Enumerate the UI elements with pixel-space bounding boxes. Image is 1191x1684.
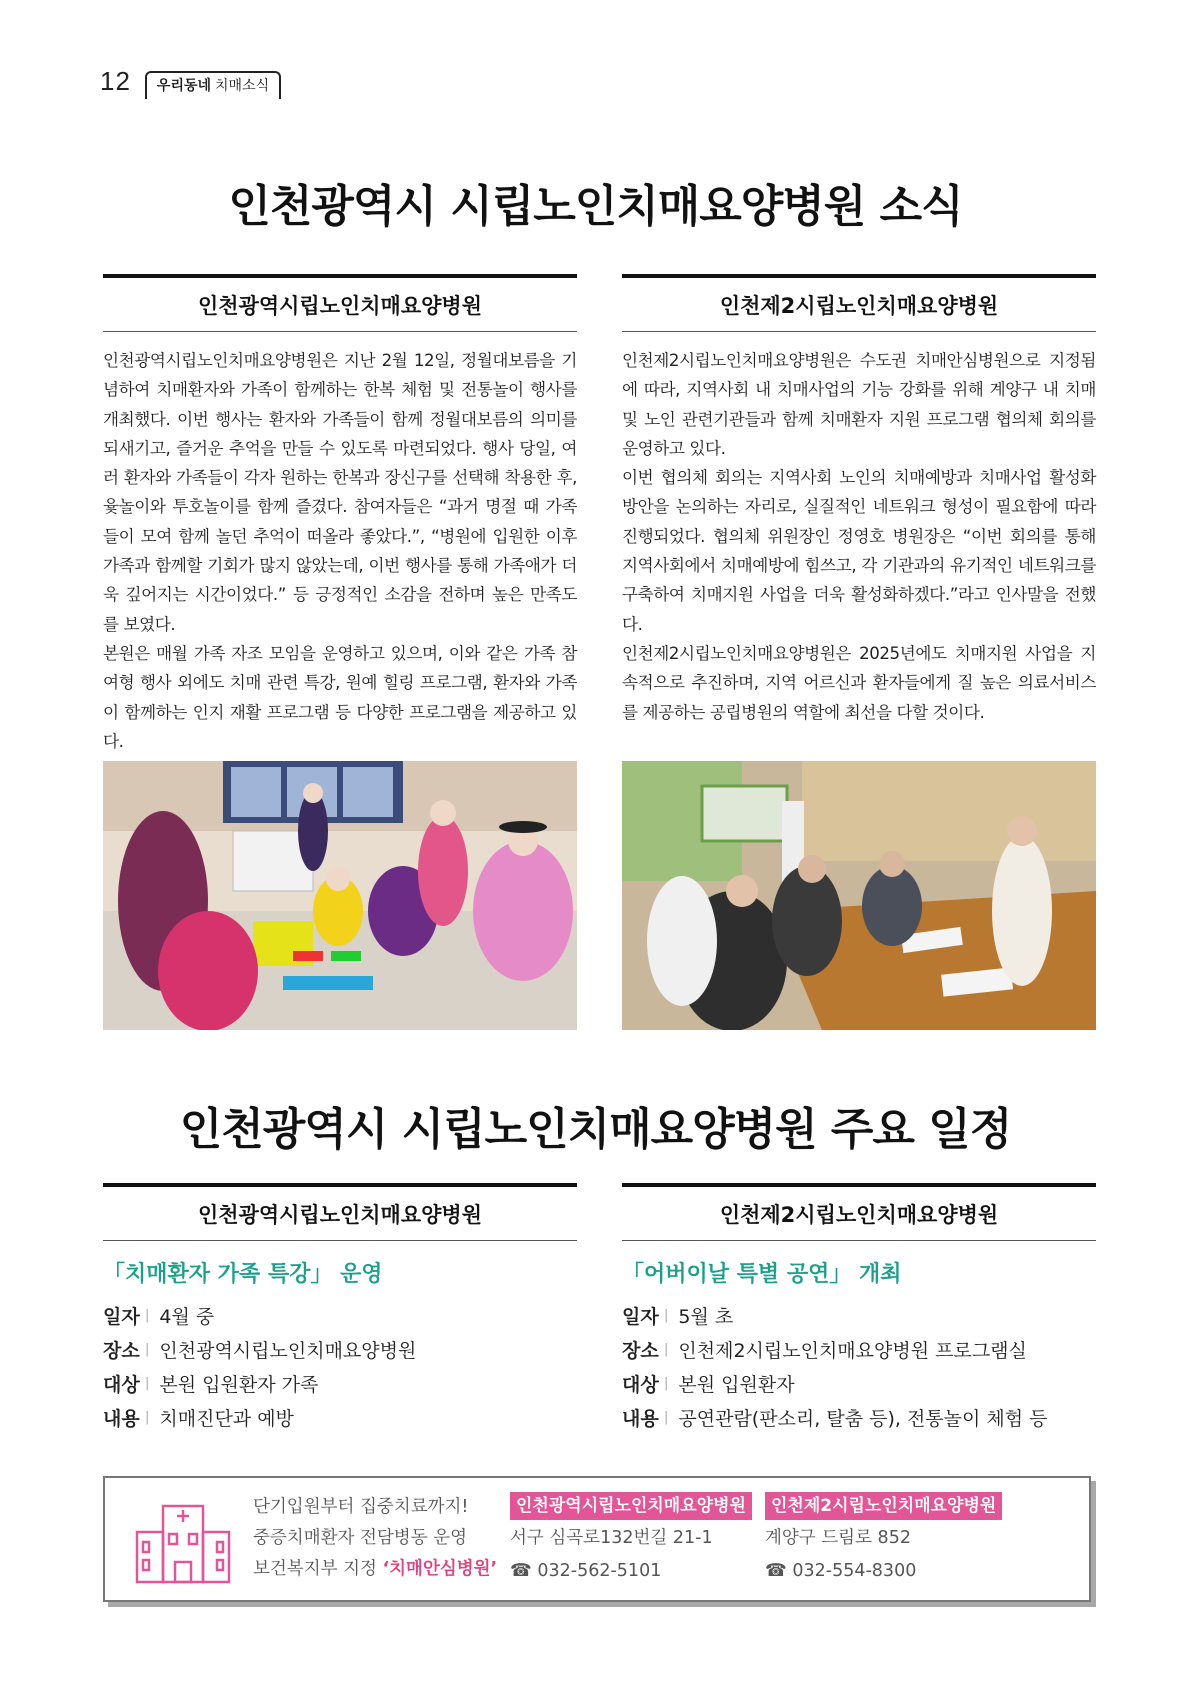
- news-right-paragraph: 인천제2시립노인치매요양병원은 수도권 치매안심병원으로 지정됨에 따라, 지역사회 내 치매사업의 기능 강화를 위해 계양구 내 치매 및 노인 관련기관들과 함께 치매환자 지원 프로그램 협의체 회의를 운영하고 있다.: [622, 351, 1096, 458]
- news-title: 인천광역시 시립노인치매요양병원 소식: [228, 181, 963, 232]
- hospital-1-phone: ☎ 032-562-5101: [510, 1561, 662, 1581]
- section-tab-bold: 우리동네: [156, 78, 212, 94]
- news-left-body: [103, 346, 577, 756]
- footer-line: 단기입원부터 집중치료까지!: [253, 1497, 469, 1517]
- news-right-heading: 인천제2시립노인치매요양병원: [622, 274, 1096, 332]
- section-tab-label: 치매소식: [215, 78, 270, 94]
- row-label: 내용: [103, 1407, 140, 1430]
- news-left-paragraph: 인천광역시립노인치매요양병원은 지난 2월 12일, 정월대보름을 기념하여 치매환자와 가족이 함께하는 한복 체험 및 전통놀이 행사를 개최했다. 이번 행사는 환자와 가족들이 함께 정월대보름의 의미를 되새기고, 즐거운 추억을 만들 수 있도록 마련되었다. 행사 당일, 여러 환자와 가족들이 각자 원하는 한복과 장신구를 선택해 착용한 후, 윷놀이와 투호놀이를 함께 즐겼다. 참여자들은 “과거 명절 때 가족들이 모여 함께 놀던 추억이 떠올라 좋았다.”, “병원에 입원한 이후 가족과 함께할 기회가 많지 않았는데, 이번 행사를 통해 가족애가 더욱 깊어지는 시간이었다.” 등 긍정적인 소감을 전하며 높은 만족도를 보였다.: [103, 351, 577, 634]
- hospital-2-name: 인천제2시립노인치매요양병원: [765, 1492, 1002, 1520]
- row-value: 인천광역시립노인치매요양병원: [159, 1339, 417, 1362]
- schedule-title: 인천광역시 시립노인치매요양병원 주요 일정: [179, 1104, 1012, 1155]
- row-label: 내용: [622, 1407, 659, 1430]
- schedule-right-heading: 인천제2시립노인치매요양병원: [622, 1183, 1096, 1241]
- row-separator: |: [664, 1341, 669, 1357]
- schedule-left-row: [103, 1366, 577, 1400]
- row-label: 일자: [622, 1305, 659, 1328]
- news-left-paragraph: 본원은 매월 가족 자조 모임을 운영하고 있으며, 이와 같은 가족 참여형 행사 외에도 치매 관련 특강, 원예 힐링 프로그램, 환자와 가족이 함께하는 인지 재활 프로그램 등 다양한 프로그램을 제공하고 있다.: [103, 643, 577, 751]
- news-left-column: [103, 274, 577, 756]
- page-number: 12: [100, 65, 131, 96]
- schedule-left-row: [103, 1332, 577, 1366]
- row-label: 대상: [103, 1373, 140, 1396]
- row-separator: |: [664, 1307, 669, 1323]
- row-value: 공연관람(판소리, 탈춤 등), 전통놀이 체험 등: [678, 1407, 1048, 1430]
- hospital-2-info: [765, 1492, 1002, 1586]
- hospital-icon: [133, 1502, 233, 1584]
- schedule-right-row: [622, 1366, 1096, 1400]
- hanbok-event-photo: [103, 761, 577, 1030]
- footer-slogan: [253, 1492, 497, 1585]
- hospital-1-info: [510, 1492, 752, 1586]
- news-right-paragraph: 인천제2시립노인치매요양병원은 2025년에도 치매지원 사업을 지속적으로 추진하며, 지역 어르신과 환자들에게 질 높은 의료서비스를 제공하는 공립병원의 역할에 최선을 다할 것이다.: [622, 643, 1096, 722]
- news-right-paragraph: 이번 협의체 회의는 지역사회 노인의 치매예방과 치매사업 활성화 방안을 논의하는 자리로, 실질적인 네트워크 형성이 필요함에 따라 진행되었다. 협의체 위원장인 정영호 병원장은 “이번 회의를 통해 지역사회에서 치매예방에 힘쓰고, 각 기관과의 유기적인 네트워크를 구축하여 치매지원 사업을 더욱 활성화하겠다.”라고 인사말을 전했다.: [622, 468, 1096, 634]
- row-separator: |: [145, 1341, 150, 1357]
- footer-info-box: [103, 1476, 1091, 1602]
- row-value: 본원 입원환자 가족: [159, 1373, 319, 1396]
- schedule-left-heading: 인천광역시립노인치매요양병원: [103, 1183, 577, 1241]
- schedule-left-row: [103, 1298, 577, 1332]
- row-separator: |: [664, 1409, 669, 1425]
- news-left-heading: 인천광역시립노인치매요양병원: [103, 274, 577, 332]
- hospital-1-name: 인천광역시립노인치매요양병원: [510, 1492, 752, 1520]
- schedule-right-event-title: 「어버이날 특별 공연」 개최: [622, 1262, 902, 1287]
- hanbok-event-illustration: [103, 761, 577, 1030]
- council-meeting-photo: [622, 761, 1096, 1030]
- row-separator: |: [145, 1307, 150, 1323]
- news-right-body: [622, 346, 1096, 727]
- footer-line: [253, 1554, 497, 1585]
- row-separator: |: [145, 1409, 150, 1425]
- news-right-column: [622, 274, 1096, 727]
- row-separator: |: [145, 1375, 150, 1391]
- footer-line: 중증치매환자 전담병동 운영: [253, 1528, 467, 1548]
- row-value: 5월 초: [678, 1305, 734, 1328]
- row-value: 인천제2시립노인치매요양병원 프로그램실: [678, 1339, 1027, 1362]
- schedule-right-row: [622, 1298, 1096, 1332]
- schedule-right-row: [622, 1400, 1096, 1434]
- row-label: 장소: [103, 1339, 140, 1362]
- page-header: [100, 66, 281, 96]
- council-meeting-illustration: [622, 761, 1096, 1030]
- row-label: 장소: [622, 1339, 659, 1362]
- schedule-right-column: [622, 1183, 1096, 1434]
- hospital-1-address: 서구 심곡로132번길 21-1: [510, 1528, 713, 1548]
- schedule-left-event-title: 「치매환자 가족 특강」 운영: [103, 1262, 383, 1287]
- schedule-left-row: [103, 1400, 577, 1434]
- hospital-2-phone: ☎ 032-554-8300: [765, 1561, 917, 1581]
- row-separator: |: [664, 1375, 669, 1391]
- section-tab: [145, 71, 281, 99]
- schedule-left-column: [103, 1183, 577, 1434]
- schedule-right-row: [622, 1332, 1096, 1366]
- hospital-2-address: 계양구 드림로 852: [765, 1528, 911, 1548]
- row-label: 대상: [622, 1373, 659, 1396]
- row-label: 일자: [103, 1305, 140, 1328]
- row-value: 4월 중: [159, 1305, 215, 1328]
- footer-highlight: ‘치매안심병원’: [382, 1559, 498, 1579]
- row-value: 치매진단과 예방: [159, 1407, 294, 1430]
- row-value: 본원 입원환자: [678, 1373, 795, 1396]
- footer-line-prefix: 보건복지부 지정: [253, 1559, 377, 1579]
